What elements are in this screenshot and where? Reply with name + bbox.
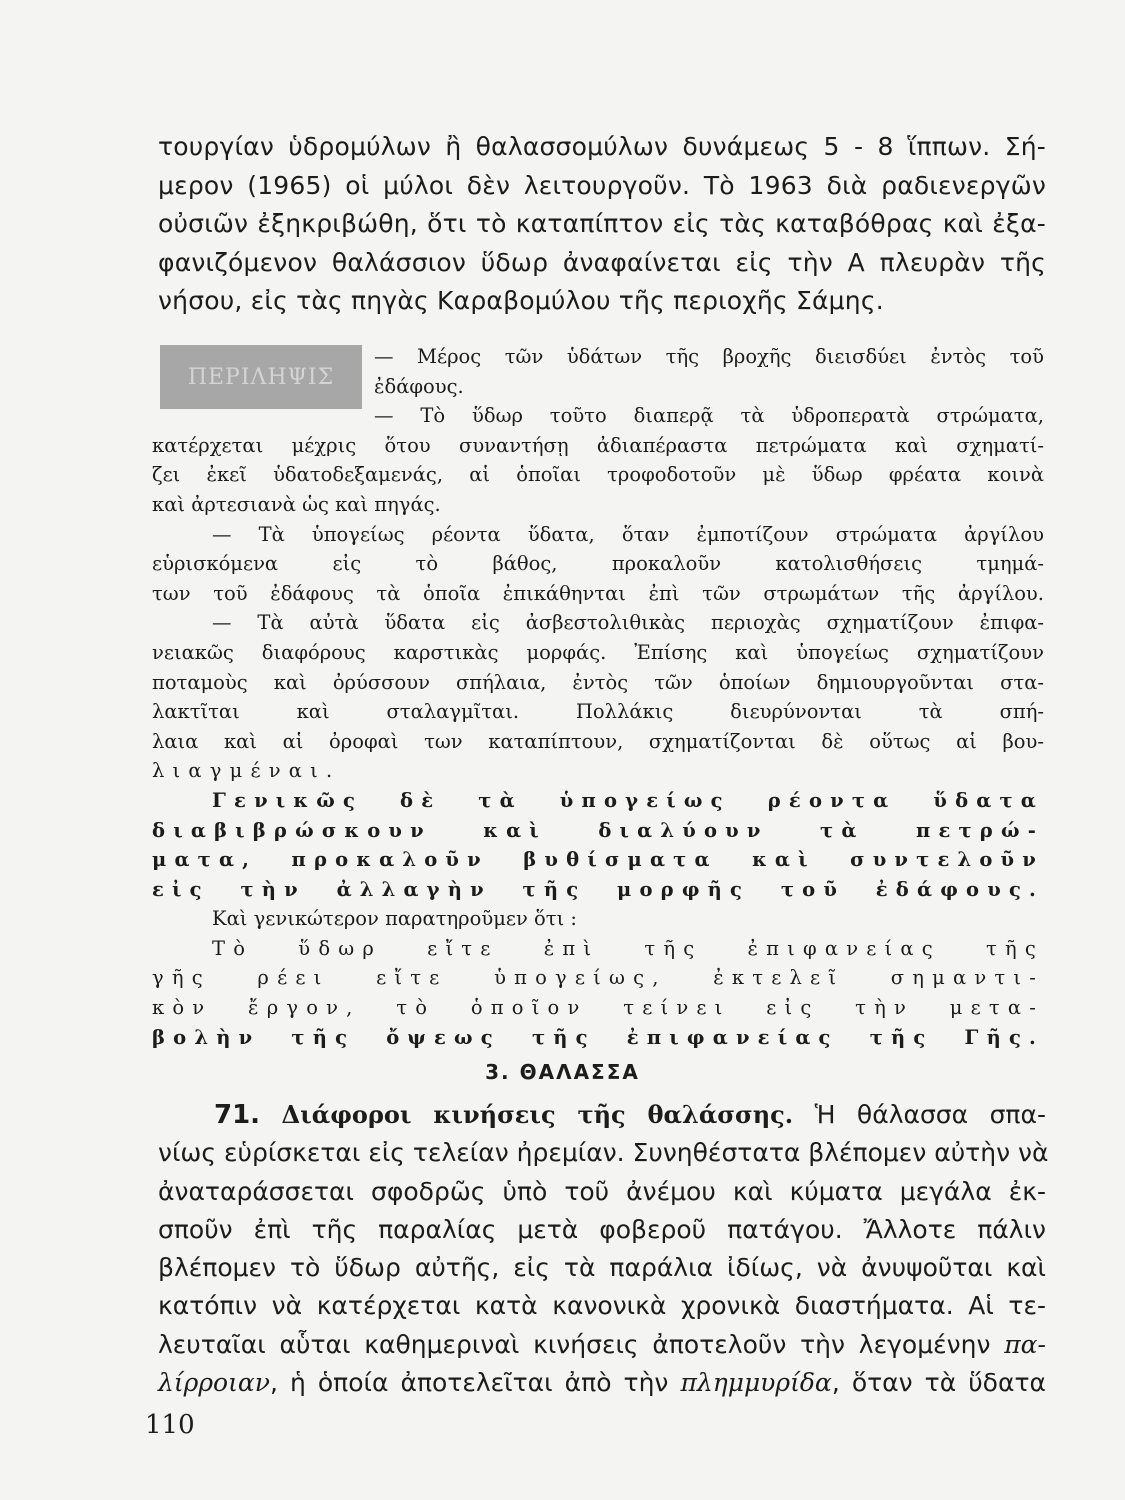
text-line [158,1096,1046,1134]
text-line: φανιζόμενον θαλάσσιον ὕδωρ ἀναφαίνεται εἰς τὴν Α πλευρὰν τῆς [158,247,1046,277]
text-run: Ἡ θάλασσα σπα- [814,1100,1046,1129]
summary-line: — Τὰ ὑπογείως ρέοντα ὕδατα, ὅταν ἐμποτίζουν στρώματα ἀργίλου [212,522,1044,546]
summary-line: των τοῦ ἐδάφους τὰ ὁποῖα ἐπικάθηνται ἐπὶ τῶν στρωμάτων τῆς ἀργίλου. [152,581,1044,605]
text-line: σποῦν ἐπὶ τῆς παραλίας μετὰ φοβεροῦ πατάγου. Ἄλλοτε πάλιν [158,1214,1046,1244]
paragraph-number: 71. [214,1100,261,1130]
summary-line: ματα, προκαλοῦν βυθίσματα καὶ συντελοῦν [152,848,1044,872]
text-line: οὐσιῶν ἐξηκριβώθη, ὅτι τὸ καταπίπτον εἰς τὰς καταβόθρας καὶ ἐξα- [158,209,1046,239]
text-line: βλέπομεν τὸ ὕδωρ αὐτῆς, εἰς τὰ παράλια ἰδίως, νὰ ἀνυψοῦται καὶ [158,1253,1046,1283]
text-line: μερον (1965) οἱ μύλοι δὲν λειτουργοῦν. Τὸ 1963 διὰ ραδιενεργῶν [158,170,1046,200]
text-line: νίως εὑρίσκεται εἰς τελείαν ἠρεμίαν. Συνηθέστατα βλέπομεν αὐτὴν νὰ [158,1138,1049,1168]
summary-line: — Τὰ αὐτὰ ὕδατα εἰς ἀσβεστολιθικὰς περιοχὰς σχηματίζουν ἐπιφα- [212,611,1044,635]
text-run: , ὅταν τὰ ὕδατα [831,1368,1046,1398]
italic-term: πλημμυρίδα [680,1368,832,1398]
summary-line: εἰς τὴν ἀλλαγὴν τῆς μορφῆς τοῦ ἐδάφους. [152,877,1044,901]
text-line: κατόπιν νὰ κατέρχεται κατὰ κανονικὰ χρονικὰ διαστήματα. Αἱ τε- [158,1291,1046,1321]
summary-line: Καὶ γενικώτερον παρατηροῦμεν ὅτι : [212,907,577,931]
summary-line: κὸν ἔργον, τὸ ὁποῖον τείνει εἰς τὴν μετα- [152,996,1044,1020]
summary-line: λακτῖται καὶ σταλαγμῖται. Πολλάκις διευρύνονται τὰ σπή- [152,700,1044,724]
summary-line: λιαγμέναι. [152,759,341,783]
italic-term: πα- [1004,1329,1046,1359]
text-line [158,1326,1046,1364]
summary-line: γῆς ρέει εἴτε ὑπογείως, ἐκτελεῖ σημαντι- [152,966,1044,990]
page-number: 110 [145,1410,195,1440]
summary-line: διαβιβρώσκουν καὶ διαλύουν τὰ πετρώ- [152,818,1044,842]
intro-paragraph [158,128,1046,321]
summary-block [152,342,1044,1052]
summary-line: — Τὸ ὕδωρ τοῦτο διαπερᾷ τὰ ὑδροπερατὰ στρώματα, [374,404,1044,428]
text-run: λευταῖαι αὗται καθημεριναὶ κινήσεις ἀποτελοῦν τὴν λεγομένην [158,1329,991,1359]
summary-line: κατέρχεται μέχρις ὅτου συναντήσῃ ἀδιαπέραστα πετρώματα καὶ σχηματί- [152,433,1044,457]
section-heading: 3. ΘΑΛΑΣΣΑ [485,1060,640,1084]
text-run: , ἡ ὁποία ἀποτελεῖται ἀπὸ τὴν [269,1368,669,1398]
text-line: ἀναταράσσεται σφοδρῶς ὑπὸ τοῦ ἀνέμου καὶ κύματα μεγάλα ἐκ- [158,1176,1046,1206]
summary-line: — Μέρος τῶν ὑδάτων τῆς βροχῆς διεισδύει ἐντὸς τοῦ [374,345,1044,368]
summary-line: Τὸ ὕδωρ εἴτε ἐπὶ τῆς ἐπιφανείας τῆς [212,936,1044,960]
summary-line: βολὴν τῆς ὄψεως τῆς ἐπιφανείας τῆς Γῆς. [152,1025,1044,1049]
paragraph-title: Διάφοροι κινήσεις τῆς θαλάσσης. [281,1100,794,1129]
summary-line: ζει ἐκεῖ ὑδατοδεξαμενάς, αἱ ὁποῖαι τροφοδοτοῦν μὲ ὕδωρ φρέατα κοινὰ [152,463,1044,487]
summary-line: εὑρισκόμενα εἰς τὸ βάθος, προκαλοῦν κατολισθήσεις τμημά- [152,552,1044,576]
body-paragraph [158,1096,1049,1402]
summary-line: ποταμοὺς καὶ ὀρύσσουν σπήλαια, ἐντὸς τῶν ὁποίων δημιουργοῦνται στα- [152,670,1044,694]
text-line [158,1364,1046,1402]
summary-line: καὶ ἀρτεσιανὰ ὡς καὶ πηγάς. [152,492,441,516]
text-line: νήσου, εἰς τὰς πηγὰς Καραβομύλου τῆς περιοχῆς Σάμης. [158,286,884,316]
italic-term: λίρροιαν [158,1368,270,1398]
summary-label: ΠΕΡΙΛΗΨΙΣ [160,345,362,409]
summary-line: νειακῶς διαφόρους καρστικὰς μορφάς. Ἐπίσης καὶ ὑπογείως σχηματίζουν [152,640,1044,664]
summary-line: ἐδάφους. [374,374,464,398]
summary-line: Γενικῶς δὲ τὰ ὑπογείως ρέοντα ὕδατα [212,788,1044,812]
summary-line: λαια καὶ αἱ ὀροφαὶ των καταπίπτουν, σχηματίζονται δὲ οὕτως αἱ βου- [152,729,1044,753]
text-line: τουργίαν ὑδρομύλων ἢ θαλασσομύλων δυνάμεως 5 - 8 ἵππων. Σή- [158,132,1046,161]
